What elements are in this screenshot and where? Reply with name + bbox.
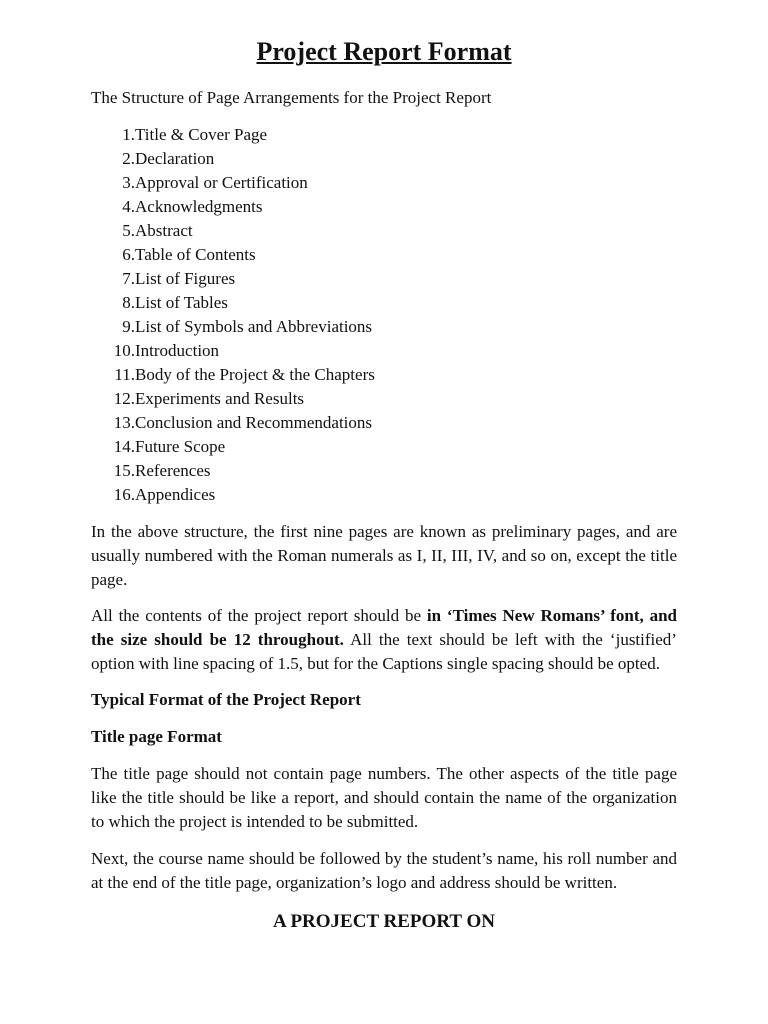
list-item-label: Title & Cover Page bbox=[135, 125, 268, 144]
list-item-number: 11. bbox=[114, 365, 135, 384]
list-item bbox=[113, 267, 677, 291]
list-item-label: Introduction bbox=[135, 341, 220, 360]
list-item-number: 1. bbox=[122, 125, 135, 144]
paragraph-preliminary-pages: In the above structure, the first nine pages are known as preliminary pages, and are usually numbered with the Roman numerals as I, II, III, IV, and so on, except the title page. bbox=[91, 522, 677, 589]
list-item bbox=[113, 339, 677, 363]
list-item bbox=[113, 363, 677, 387]
list-item-label: List of Symbols and Abbreviations bbox=[135, 317, 373, 336]
list-item-label: References bbox=[135, 461, 211, 480]
structure-list bbox=[91, 123, 677, 507]
project-report-heading: A PROJECT REPORT ON bbox=[273, 911, 495, 932]
list-item-number: 6. bbox=[122, 245, 135, 264]
paragraph-bold-text: in ‘Times New Romans’ font, and the size should be 12 throughout. bbox=[91, 606, 678, 649]
list-item-label: Acknowledgments bbox=[135, 197, 263, 216]
list-item-number: 2. bbox=[122, 149, 135, 168]
section-heading: Typical Format of the Project Report bbox=[91, 690, 361, 709]
list-item bbox=[113, 291, 677, 315]
list-item-label: Abstract bbox=[135, 221, 193, 240]
paragraph-text: All the contents of the project report should be bbox=[91, 606, 427, 625]
paragraph-title-page: The title page should not contain page numbers. The other aspects of the title page like the title should be like a report, and should contain the name of the organization to which the project is intended to be submitted. bbox=[91, 764, 677, 831]
list-item bbox=[113, 411, 677, 435]
list-item-number: 13. bbox=[113, 413, 135, 432]
list-item-label: List of Figures bbox=[135, 269, 236, 288]
list-item-label: Experiments and Results bbox=[135, 389, 305, 408]
list-item bbox=[113, 195, 677, 219]
list-item bbox=[113, 171, 677, 195]
list-item-label: List of Tables bbox=[135, 293, 228, 312]
list-item-label: Body of the Project & the Chapters bbox=[135, 365, 375, 384]
list-item-number: 7. bbox=[122, 269, 135, 288]
list-item bbox=[113, 483, 677, 507]
list-item-label: Table of Contents bbox=[135, 245, 256, 264]
list-item bbox=[113, 435, 677, 459]
list-item-number: 4. bbox=[122, 197, 135, 216]
list-item-number: 3. bbox=[122, 173, 135, 192]
paragraph-font-guidelines bbox=[91, 604, 677, 676]
list-item-number: 9. bbox=[122, 317, 135, 336]
list-item-label: Approval or Certification bbox=[135, 173, 308, 192]
list-item bbox=[113, 315, 677, 339]
list-item-label: Conclusion and Recommendations bbox=[135, 413, 373, 432]
list-item-number: 14. bbox=[113, 437, 135, 456]
page-title: Project Report Format bbox=[256, 37, 512, 66]
list-item-number: 15. bbox=[113, 461, 135, 480]
list-item-label: Declaration bbox=[135, 149, 215, 168]
list-item-number: 8. bbox=[122, 293, 135, 312]
list-item-label: Future Scope bbox=[135, 437, 226, 456]
list-item-label: Appendices bbox=[135, 485, 216, 504]
paragraph-text: All the text should be left with the ‘justified’ option with line spacing of 1.5, but for the Captions single spacing should be opted. bbox=[91, 630, 677, 673]
list-item bbox=[113, 459, 677, 483]
list-item bbox=[113, 243, 677, 267]
paragraph-course-name: Next, the course name should be followed by the student’s name, his roll number and at the end of the title page, organization’s logo and address should be written. bbox=[91, 849, 677, 892]
list-item bbox=[113, 123, 677, 147]
list-item bbox=[113, 147, 677, 171]
list-item-number: 12. bbox=[113, 389, 135, 408]
list-item-number: 5. bbox=[122, 221, 135, 240]
list-item-number: 10. bbox=[113, 341, 135, 360]
list-item-number: 16. bbox=[113, 485, 135, 504]
list-item bbox=[113, 387, 677, 411]
subsection-heading: Title page Format bbox=[91, 727, 222, 746]
list-item bbox=[113, 219, 677, 243]
intro-text: The Structure of Page Arrangements for the Project Report bbox=[91, 88, 492, 107]
